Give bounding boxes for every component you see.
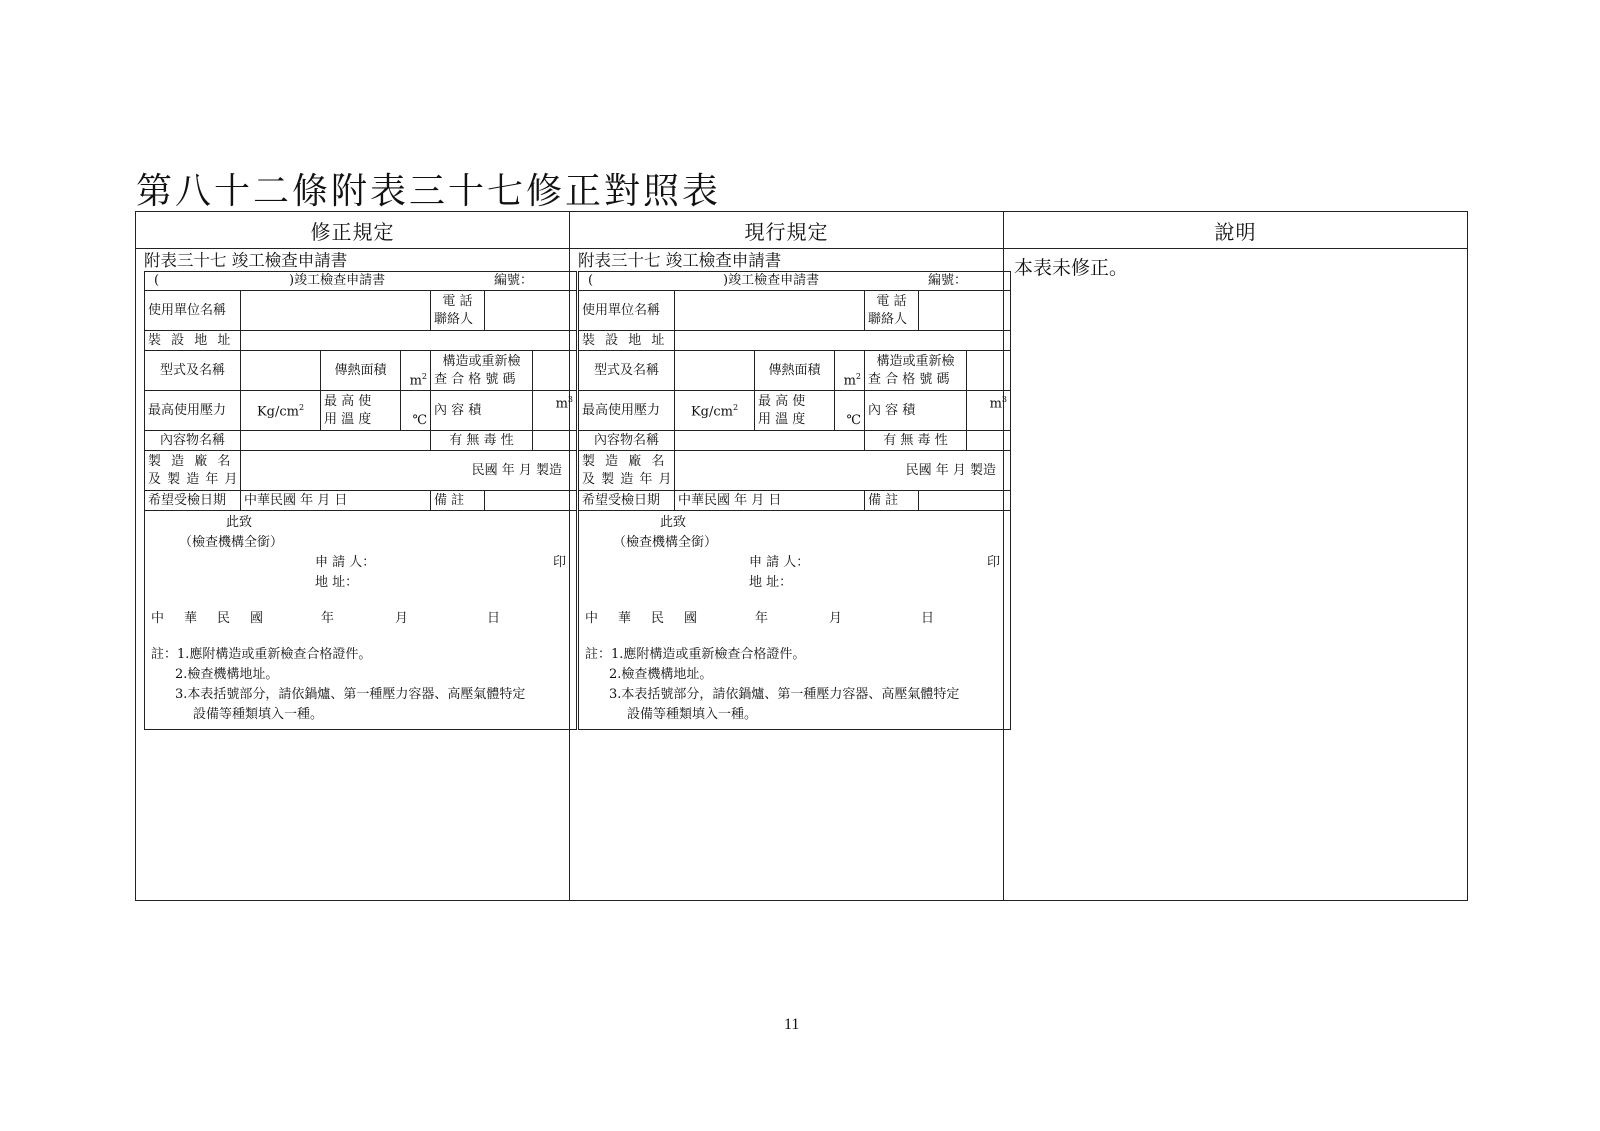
current-column (570, 249, 1008, 901)
closing-to: 此致 (226, 515, 253, 530)
note-1: 註：1.應附構造或重新檢查合格證件。 (151, 647, 372, 662)
seal-label: 印 (987, 555, 1001, 570)
note-3: 3.本表括號部分，請依鍋爐、第一種壓力容器、高壓氣體特定 (175, 687, 526, 702)
unit-m2: $m^2$ (401, 351, 431, 391)
label-content-name: 內容物名稱 (145, 431, 241, 451)
note-2: 2.檢查機構地址。 (609, 667, 713, 682)
field-content-name (241, 431, 431, 451)
label-max-pressure: 最高使用壓力 (579, 391, 675, 431)
applicant-address: 地 址： (315, 575, 359, 590)
label-desired-date: 希望受檢日期 (579, 491, 675, 511)
form-head-row (579, 272, 1011, 291)
form-body (145, 511, 577, 730)
applicant-address: 地 址： (749, 575, 793, 590)
form-head-title: )竣工檢查申請書 (723, 273, 820, 288)
label-maker: 製 造 廠 名 及 製 造 年 月 (579, 451, 675, 491)
label-heat-area: 傳熱面積 (755, 351, 835, 391)
page-title: 第八十二條附表三十七修正對照表 (136, 171, 722, 212)
inspection-application-form (578, 271, 1011, 730)
label-toxic: 有 無 毒 性 (431, 431, 533, 451)
label-desired-date: 希望受檢日期 (145, 491, 241, 511)
field-remark (919, 491, 1011, 511)
field-content-name (675, 431, 865, 451)
label-cert-number: 構造或重新檢 查 合 格 號 碼 (865, 351, 967, 391)
field-address (241, 331, 577, 351)
form-head-title: )竣工檢查申請書 (289, 273, 386, 288)
label-phone-contact: 電 話 聯絡人 (865, 291, 919, 331)
form-body (579, 511, 1011, 730)
header-amended: 修正規定 (136, 212, 570, 249)
note-4: 設備等種類填入一種。 (193, 707, 324, 722)
field-made-date: 民國 年 月 製造 (675, 451, 1011, 491)
label-cert-number: 構造或重新檢 查 合 格 號 碼 (431, 351, 533, 391)
note-1: 註：1.應附構造或重新檢查合格證件。 (585, 647, 806, 662)
unit-kgcm2: $Kg/cm^2$ (241, 391, 321, 431)
label-maker: 製 造 廠 名 及 製 造 年 月 (145, 451, 241, 491)
applicant-label: 申 請 人： (749, 555, 810, 570)
label-address: 裝 設 地 址 (145, 331, 241, 351)
header-explanation: 說明 (1004, 212, 1468, 249)
amended-column (136, 249, 574, 901)
unit-celsius: ℃ (401, 391, 431, 431)
unit-celsius: ℃ (835, 391, 865, 431)
label-model: 型式及名稱 (145, 351, 241, 391)
label-heat-area: 傳熱面積 (321, 351, 401, 391)
field-model (675, 351, 755, 391)
field-phone-contact (485, 291, 577, 331)
label-address: 裝 設 地 址 (579, 331, 675, 351)
label-max-temp: 最 高 使 用 溫 度 (321, 391, 401, 431)
form-caption: 附表三十七 竣工檢查申請書 (144, 251, 348, 270)
label-max-pressure: 最高使用壓力 (145, 391, 241, 431)
agency-name: （檢查機構全銜） (613, 535, 718, 550)
form-caption: 附表三十七 竣工檢查申請書 (578, 251, 782, 270)
agency-name: （檢查機構全銜） (179, 535, 284, 550)
field-phone-contact (919, 291, 1011, 331)
form-head-number: 編號： (494, 273, 534, 288)
explanation-text: 本表未修正。 (1014, 257, 1129, 279)
field-user-unit (241, 291, 431, 331)
inspection-application-form (144, 271, 577, 730)
comparison-table (135, 211, 1468, 901)
unit-m3: $m^3$ (967, 391, 1011, 431)
form-head-number: 編號： (928, 273, 968, 288)
unit-m3: $m^3$ (533, 391, 577, 431)
label-phone-contact: 電 話 聯絡人 (431, 291, 485, 331)
applicant-line (585, 553, 1004, 573)
field-desired-date: 中華民國 年 月 日 (241, 491, 431, 511)
field-address (675, 331, 1011, 351)
field-desired-date: 中華民國 年 月 日 (675, 491, 865, 511)
applicant-line (151, 553, 570, 573)
unit-m2: $m^2$ (835, 351, 865, 391)
note-4: 設備等種類填入一種。 (627, 707, 758, 722)
label-user-unit: 使用單位名稱 (579, 291, 675, 331)
date-line: 中 華 民 國 年 月 日 (585, 611, 935, 626)
form-head-row (145, 272, 577, 291)
label-content-name: 內容物名稱 (579, 431, 675, 451)
label-max-temp: 最 高 使 用 溫 度 (755, 391, 835, 431)
explanation-column (1004, 249, 1468, 901)
unit-kgcm2: $Kg/cm^2$ (675, 391, 755, 431)
field-user-unit (675, 291, 865, 331)
date-line: 中 華 民 國 年 月 日 (151, 611, 501, 626)
field-made-date: 民國 年 月 製造 (241, 451, 577, 491)
label-model: 型式及名稱 (579, 351, 675, 391)
seal-label: 印 (553, 555, 567, 570)
note-3: 3.本表括號部分，請依鍋爐、第一種壓力容器、高壓氣體特定 (609, 687, 960, 702)
closing-to: 此致 (660, 515, 687, 530)
form-head-paren: ( (588, 273, 594, 288)
applicant-label: 申 請 人： (315, 555, 376, 570)
label-remark: 備 註 (431, 491, 485, 511)
label-volume: 內 容 積 (865, 391, 967, 431)
label-volume: 內 容 積 (431, 391, 533, 431)
field-model (241, 351, 321, 391)
note-2: 2.檢查機構地址。 (175, 667, 279, 682)
label-toxic: 有 無 毒 性 (865, 431, 967, 451)
field-remark (485, 491, 577, 511)
label-remark: 備 註 (865, 491, 919, 511)
header-current: 現行規定 (570, 212, 1004, 249)
page-number: 11 (784, 1016, 800, 1033)
label-user-unit: 使用單位名稱 (145, 291, 241, 331)
form-head-paren: ( (154, 273, 160, 288)
